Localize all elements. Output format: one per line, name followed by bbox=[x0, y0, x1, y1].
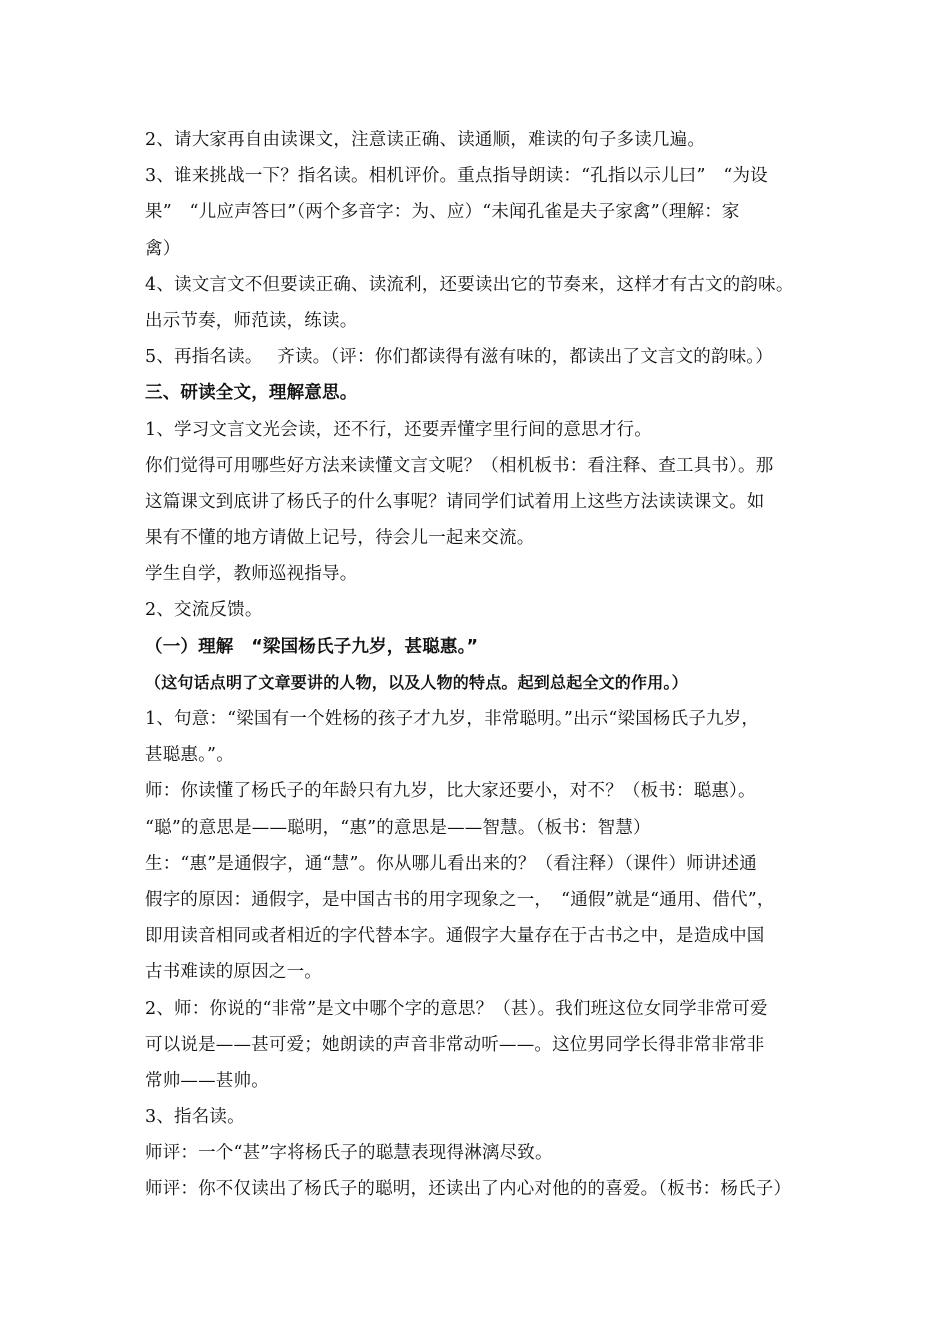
subsection-note: （这句话点明了文章要讲的人物，以及人物的特点。起到总起全文的作用。） bbox=[145, 672, 688, 692]
section-heading: 三、研读全文，理解意思。 bbox=[145, 383, 358, 404]
paragraph-line: 果” “儿应声答曰”（两个多音字：为、应）“未闻孔雀是夫子家禽”（理解：家 bbox=[145, 202, 740, 223]
paragraph-line: 学生自学，教师巡视指导。 bbox=[145, 564, 358, 585]
paragraph-line: 5、再指名读。 齐读。（评：你们都读得有滋有味的，都读出了文言文的韵味。） bbox=[145, 347, 774, 368]
paragraph-line: 1、学习文言文光会读，还不行，还要弄懂字里行间的意思才行。 bbox=[145, 419, 652, 440]
paragraph-line: 甚聪惠。”。 bbox=[145, 745, 234, 766]
paragraph-line: 3、指名读。 bbox=[145, 1107, 245, 1128]
paragraph-line: 假字的原因：通假字，是中国古书的用字现象之一， “通假”就是“通用、借代”， bbox=[145, 889, 775, 910]
paragraph-line: 古书难读的原因之一。 bbox=[145, 962, 322, 983]
paragraph-line: “聪”的意思是——聪明，“惠”的意思是——智慧。（板书：智慧） bbox=[145, 817, 651, 838]
paragraph-line: 这篇课文到底讲了杨氏子的什么事呢？请同学们试着用上这些方法读读课文。如 bbox=[145, 491, 765, 512]
paragraph-line: 师：你读懂了杨氏子的年龄只有九岁，比大家还要小，对不？（板书：聪惠）。 bbox=[145, 781, 756, 802]
paragraph-line: 果有不懂的地方请做上记号，待会儿一起来交流。 bbox=[145, 528, 535, 549]
paragraph-line: 2、师：你说的“非常”是文中哪个字的意思？（甚）。我们班这位女同学非常可爱 bbox=[145, 998, 768, 1019]
paragraph-line: 你们觉得可用哪些好方法来读懂文言文呢？（相机板书：看注释、查工具书）。那 bbox=[145, 455, 774, 476]
paragraph-line: 出示节奏，师范读，练读。 bbox=[145, 310, 358, 331]
paragraph-line: 1、句意：“梁国有一个姓杨的孩子才九岁，非常聪明。”出示“梁国杨氏子九岁， bbox=[145, 709, 760, 729]
paragraph-line: 师评：你不仅读出了杨氏子的聪明，还读出了内心对他的的喜爱。（板书：杨氏子） bbox=[145, 1179, 792, 1200]
paragraph-line: 3、谁来挑战一下？指名读。相机评价。重点指导朗读：“孔指以示儿曰” “为设 bbox=[145, 166, 768, 187]
paragraph-line: 师评：一个“甚”字将杨氏子的聪慧表现得淋漓尽致。 bbox=[145, 1143, 553, 1164]
paragraph-line: 4、读文言文不但要读正确、读流利，还要读出它的节奏来，这样才有古文的韵味。 bbox=[145, 274, 794, 295]
paragraph-line: 即用读音相同或者相近的字代替本字。通假字大量存在于古书之中，是造成中国 bbox=[145, 926, 765, 947]
paragraph-line: 禽） bbox=[145, 238, 181, 259]
subsection-heading: （一）理解 “梁国杨氏子九岁，甚聪惠。” bbox=[145, 636, 479, 657]
document-body bbox=[145, 122, 817, 1208]
paragraph-line: 常帅——甚帅。 bbox=[145, 1070, 269, 1091]
paragraph-line: 生：“惠”是通假字，通“慧”。你从哪儿看出来的？（看注释）（课件）师讲述通 bbox=[145, 853, 757, 874]
paragraph-line: 2、请大家再自由读课文，注意读正确、读通顺，难读的句子多读几遍。 bbox=[145, 130, 706, 150]
paragraph-line: 2、交流反馈。 bbox=[145, 600, 263, 621]
paragraph-line: 可以说是——甚可爱；她朗读的声音非常动听——。这位男同学长得非常非常非 bbox=[145, 1034, 765, 1055]
